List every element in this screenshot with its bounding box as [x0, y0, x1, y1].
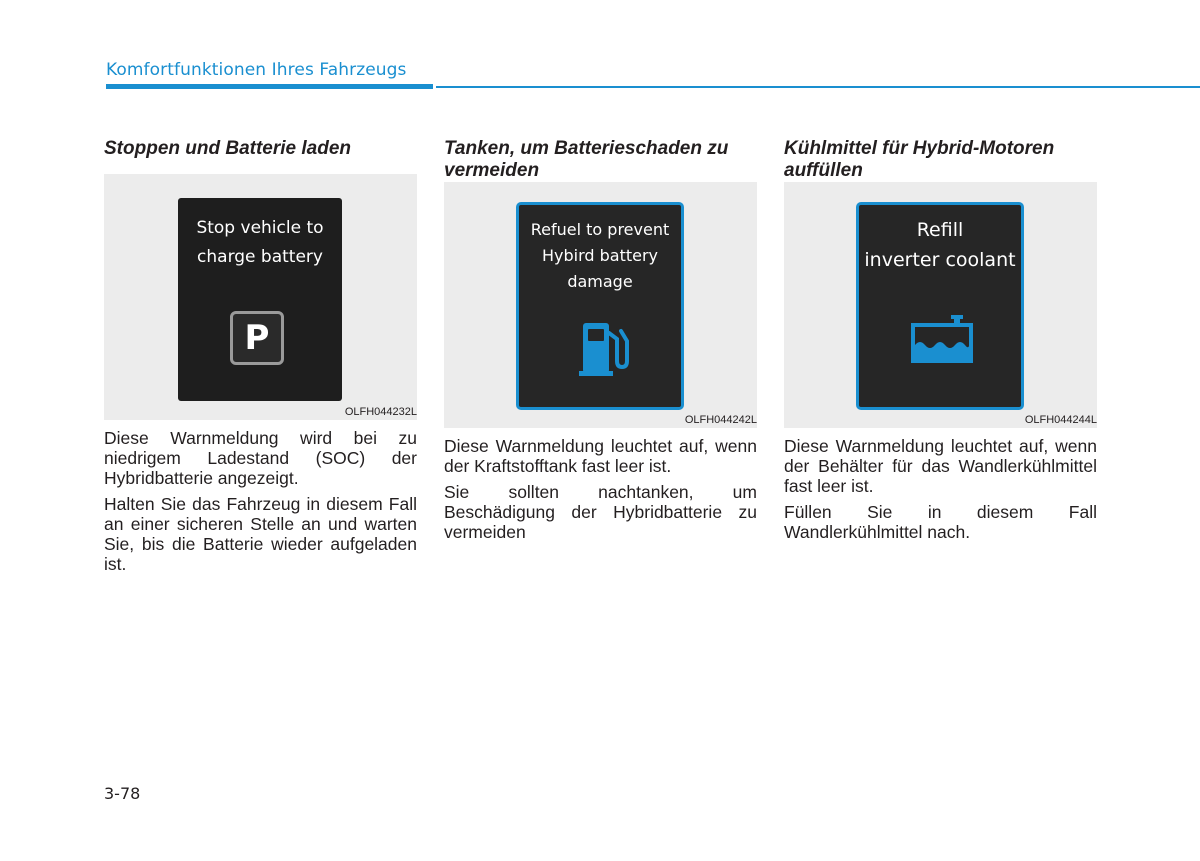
warning-figure [444, 182, 757, 428]
display-message: Refill inverter coolant [864, 219, 1016, 271]
cluster-display [516, 202, 684, 410]
page-number: 3-78 [104, 784, 141, 803]
warning-figure [784, 182, 1097, 428]
display-message: Refuel to prevent Hybird battery damage [530, 220, 670, 291]
header-rule-thick [106, 84, 433, 89]
figure-code: OLFH044242L [684, 414, 757, 426]
parking-p-icon [230, 311, 284, 365]
body-paragraph: Diese Warnmeldung leuchtet auf, wenn der Kraftstofftank fast leer ist. [444, 436, 757, 476]
coolant-reservoir-icon [911, 315, 973, 363]
figure-code: OLFH044244L [1024, 414, 1097, 426]
section-coolant [784, 138, 1097, 542]
section-heading: Kühlmittel für Hybrid-Motoren auffüllen [784, 138, 1055, 181]
body-paragraph: Füllen Sie in diesem Fall Wandlerkühlmittel nach. [784, 502, 1097, 542]
body-paragraph: Diese Warnmeldung leuchtet auf, wenn der Behälter für das Wandlerkühlmittel fast leer ist. [784, 436, 1097, 496]
body-paragraph: Diese Warnmeldung wird bei zu niedrigem Ladestand (SOC) der Hybridbatterie angezeigt. [104, 428, 417, 488]
header-title: Komfortfunktionen Ihres Fahrzeugs [106, 60, 407, 80]
display-message: Stop vehicle to charge battery [196, 218, 324, 267]
figure-code: OLFH044232L [344, 406, 417, 418]
body-paragraph: Sie sollten nachtanken, um Beschädigung der Hybridbatterie zu vermeiden [444, 482, 757, 542]
section-refuel [444, 138, 757, 542]
cluster-display [178, 198, 342, 401]
section-stop-charge [104, 138, 417, 574]
section-heading: Stoppen und Batterie laden [104, 138, 352, 159]
warning-figure [104, 174, 417, 420]
cluster-display [856, 202, 1024, 410]
parking-p-letter: P [244, 318, 270, 358]
body-paragraph: Halten Sie das Fahrzeug in diesem Fall an einer sicheren Stelle an und warten Sie, bis die Batterie wieder aufgeladen ist. [104, 494, 417, 574]
fuel-pump-icon [579, 321, 631, 377]
header-rule-thin [436, 86, 1200, 88]
section-heading: Tanken, um Batterieschaden zu vermeiden [444, 138, 729, 181]
